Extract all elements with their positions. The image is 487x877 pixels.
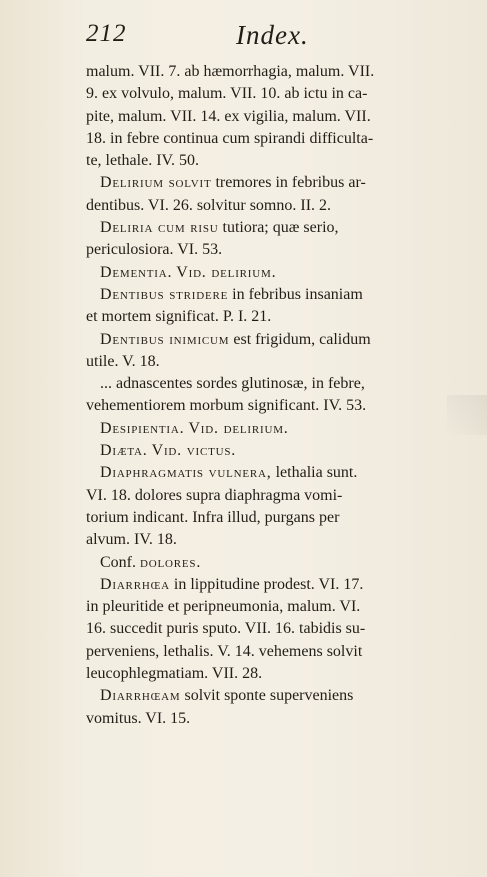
entry-line: torium indicant. Infra illud, purgans per (86, 508, 340, 526)
index-entry-delirium (86, 172, 458, 217)
entry-headword: Diæta. (100, 442, 148, 460)
entry-headword: Dementia. (100, 263, 173, 281)
entry-text: Vid. victus. (151, 442, 237, 460)
entry-line: vehementiorem morbum significant. IV. 53. (86, 397, 367, 415)
index-entry-conf (86, 552, 458, 574)
entry-headword: Desipientia. (100, 419, 185, 437)
entry-line: pite, malum. VII. 14. ex vigilia, malum. VII. (86, 107, 371, 125)
entry-text: dolores. (140, 553, 202, 571)
index-entry-dementia (86, 262, 458, 284)
entry-line (86, 373, 458, 395)
index-entry-diarrhoeam (86, 685, 458, 730)
entry-line: utile. V. 18. (86, 352, 160, 370)
entry-line: VI. 18. dolores supra diaphragma vomi- (86, 486, 343, 504)
entry-line: leucophlegmatiam. VII. 28. (86, 665, 263, 683)
index-entry-dentibus-inimicum (86, 329, 458, 374)
entry-line: periculosiora. VI. 53. (86, 241, 223, 259)
entry-line: 18. in febre continua cum spirandi difficulta- (86, 129, 374, 147)
entry-line (86, 685, 458, 707)
entry-text: in febribus insaniam (232, 285, 363, 303)
index-entry-continuation (86, 61, 458, 172)
index-body (86, 61, 458, 730)
entry-headword: Delirium solvit (100, 174, 212, 192)
index-entry-sordes (86, 373, 458, 418)
entry-text: lethalia sunt. (275, 464, 358, 482)
entry-line (86, 574, 458, 596)
entry-line (86, 462, 458, 484)
entry-ellipsis: ... (100, 375, 112, 393)
entry-headword: Diarrhœa (100, 575, 170, 593)
entry-headword: Diaphragmatis vulnera, (100, 464, 272, 482)
entry-line (86, 284, 458, 306)
entry-headword: Deliria cum risu (100, 219, 219, 237)
entry-text: est frigidum, calidum (233, 330, 371, 348)
index-entry-deliria (86, 217, 458, 262)
index-entry-diaeta (86, 440, 458, 462)
entry-text: Vid. delirium. (188, 419, 289, 437)
running-title: Index. (236, 20, 309, 50)
entry-text: solvit sponte superveniens (184, 687, 354, 705)
entry-line (86, 418, 458, 440)
entry-line: vomitus. VI. 15. (86, 709, 191, 727)
entry-text: Vid. delirium. (176, 263, 277, 281)
entry-text: adnascentes sordes glutinosæ, in febre, (116, 375, 365, 393)
entry-line (86, 329, 458, 351)
page-header (86, 20, 458, 56)
entry-line (86, 552, 458, 574)
entry-headword: Conf. (100, 553, 136, 571)
entry-line: malum. VII. 7. ab hæmorrhagia, malum. VII. (86, 63, 375, 80)
entry-line: in pleuritide et peripneumonia, malum. VI. (86, 598, 361, 616)
entry-line (86, 262, 458, 284)
entry-headword: Dentibus stridere (100, 285, 229, 303)
entry-text: tremores in febribus ar- (215, 174, 366, 192)
entry-headword: Diarrhœam (100, 687, 181, 705)
entry-line: et mortem significat. P. I. 21. (86, 308, 272, 326)
page-number: 212 (86, 20, 127, 47)
entry-line: 16. succedit puris sputo. VII. 16. tabidis su- (86, 620, 366, 638)
entry-headword: Dentibus inimicum (100, 330, 230, 348)
entry-line: 9. ex volvulo, malum. VII. 10. ab ictu in ca- (86, 85, 368, 103)
entry-line: perveniens, lethalis. V. 14. vehemens solvit (86, 642, 363, 660)
entry-line: te, lethale. IV. 50. (86, 152, 200, 170)
index-entry-desipientia (86, 418, 458, 440)
entry-line (86, 172, 458, 194)
index-entry-diaphragmatis (86, 462, 458, 551)
entry-line: dentibus. VI. 26. solvitur somno. II. 2. (86, 196, 332, 214)
index-entry-diarrhoea (86, 574, 458, 685)
index-entry-dentibus-stridere (86, 284, 458, 329)
entry-line (86, 440, 458, 462)
entry-text: in lippitudine prodest. VI. 17. (173, 575, 364, 593)
entry-text: tutiora; quæ serio, (222, 219, 339, 237)
entry-line: alvum. IV. 18. (86, 531, 177, 549)
entry-line (86, 217, 458, 239)
